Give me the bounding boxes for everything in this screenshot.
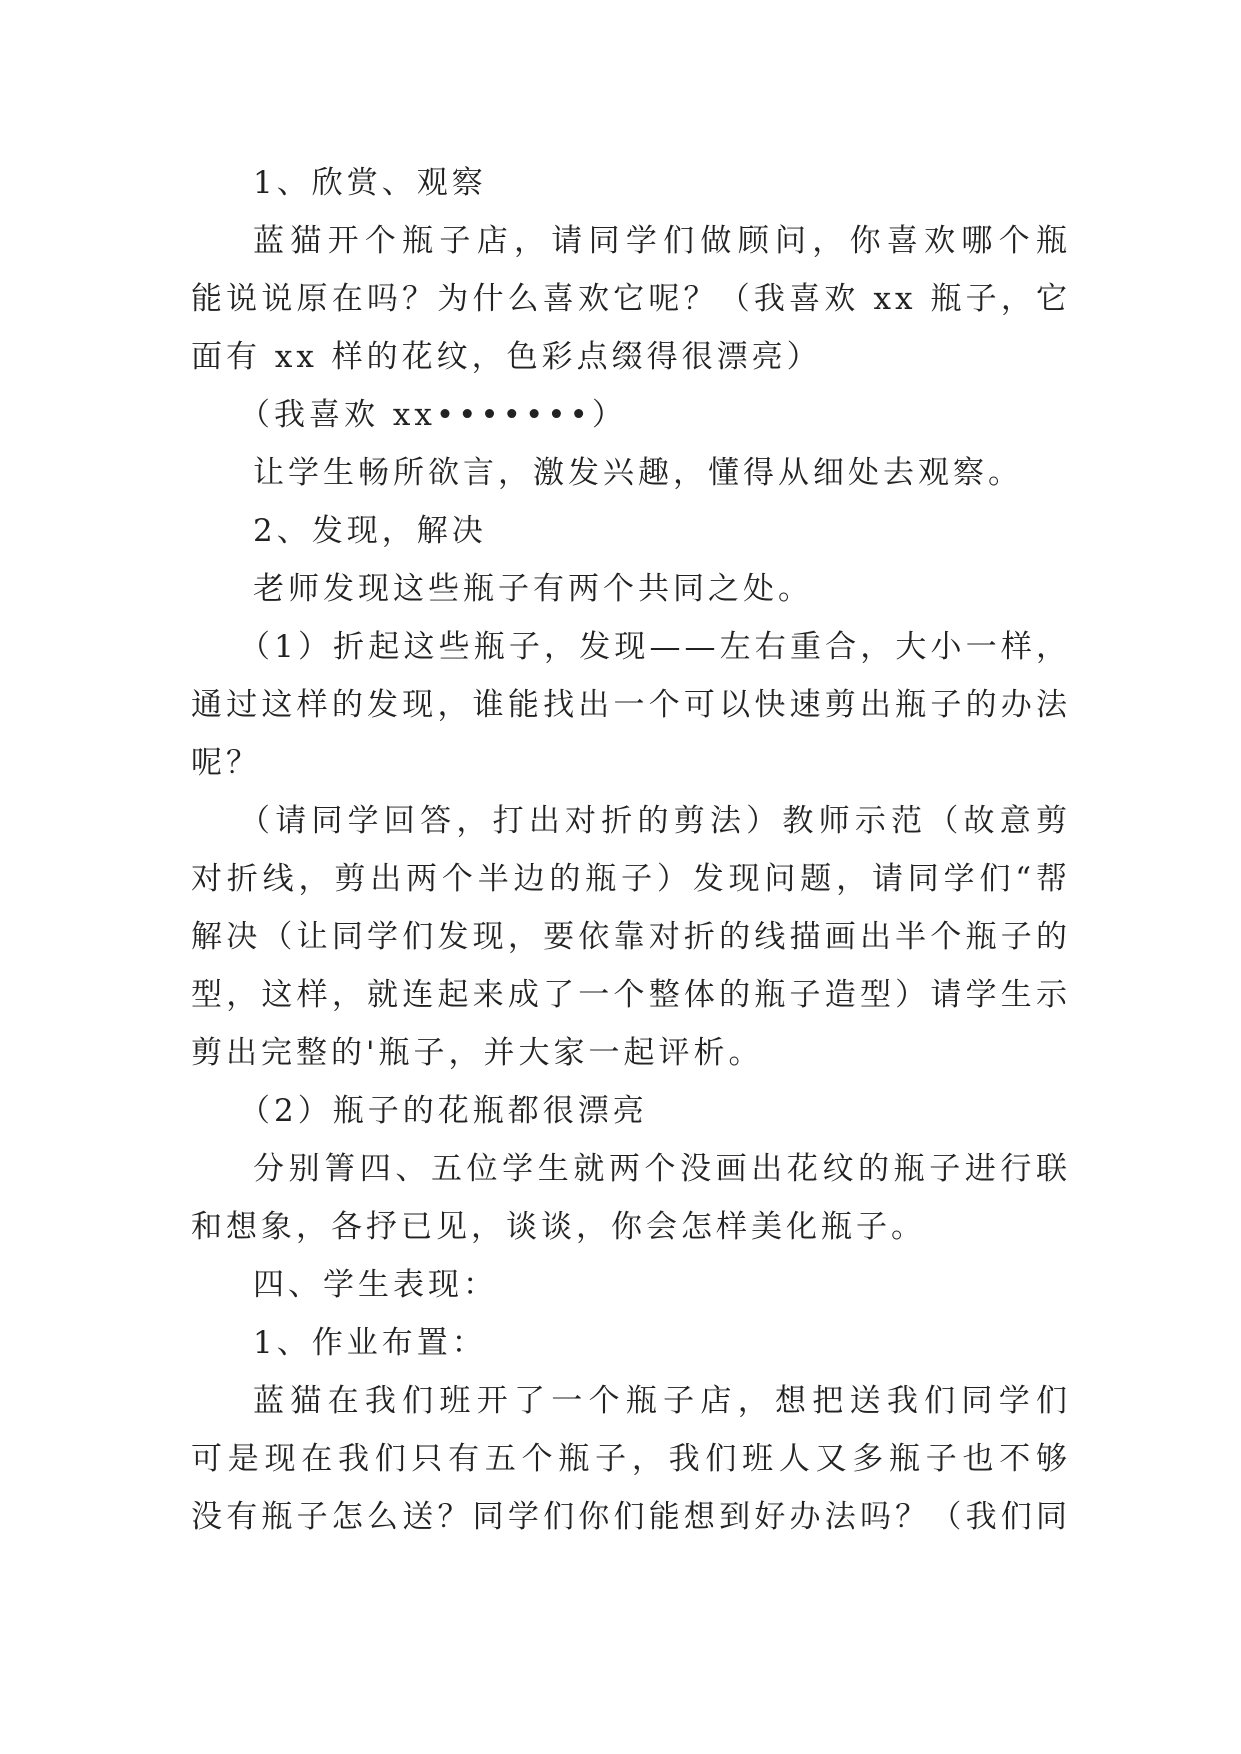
section-heading-appreciate-observe: 1、欣赏、观察 — [253, 165, 487, 201]
section-heading-student-performance: 四、学生表现： — [253, 1267, 498, 1303]
paragraph-line: 呢？ — [191, 745, 261, 781]
paragraph-line: 解决（让同学们发现，要依靠对折的线描画出半个瓶子的 — [191, 919, 1071, 955]
paragraph-line: 型，这样，就连起来成了一个整体的瓶子造型）请学生示 — [191, 977, 1071, 1013]
paragraph-line: 分别箐四、五位学生就两个没画出花纹的瓶子进行联 — [253, 1151, 1071, 1187]
paragraph-line: 和想象，各抒已见，谈谈，你会怎样美化瓶子。 — [191, 1209, 926, 1245]
paragraph-line: 通过这样的发现，谁能找出一个可以快速剪出瓶子的办法 — [191, 687, 1071, 723]
paragraph-line: （1）折起这些瓶子，发现——左右重合，大小一样， — [239, 629, 1071, 665]
paragraph-line: （我喜欢 xx•••••••） — [239, 397, 627, 433]
paragraph-line: （请同学回答，打出对折的剪法）教师示范（故意剪 — [239, 803, 1071, 839]
paragraph-line: 没有瓶子怎么送？同学们你们能想到好办法吗？（我们同 — [191, 1499, 1071, 1535]
paragraph-line: 蓝猫在我们班开了一个瓶子店，想把送我们同学们 — [253, 1383, 1071, 1419]
paragraph-line: 老师发现这些瓶子有两个共同之处。 — [253, 571, 813, 607]
paragraph-line: 蓝猫开个瓶子店，请同学们做顾问，你喜欢哪个瓶 — [253, 223, 1071, 259]
section-heading-assignment: 1、作业布置： — [253, 1325, 487, 1361]
section-heading-discover-solve: 2、发现，解决 — [253, 513, 487, 549]
paragraph-line: 面有 xx 样的花纹，色彩点缀得很漂亮） — [191, 339, 822, 375]
paragraph-line: 能说说原在吗？为什么喜欢它呢？（我喜欢 xx 瓶子，它 — [191, 281, 1071, 317]
document-body — [191, 154, 1071, 1546]
paragraph-line: 剪出完整的'瓶子，并大家一起评析。 — [191, 1035, 764, 1071]
paragraph-line: 可是现在我们只有五个瓶子，我们班人又多瓶子也不够 — [191, 1441, 1071, 1477]
paragraph-line: 对折线，剪出两个半边的瓶子）发现问题，请同学们“帮 — [191, 861, 1071, 897]
paragraph-line: 让学生畅所欲言，激发兴趣，懂得从细处去观察。 — [253, 455, 1023, 491]
paragraph-line: （2）瓶子的花瓶都很漂亮 — [239, 1093, 648, 1129]
